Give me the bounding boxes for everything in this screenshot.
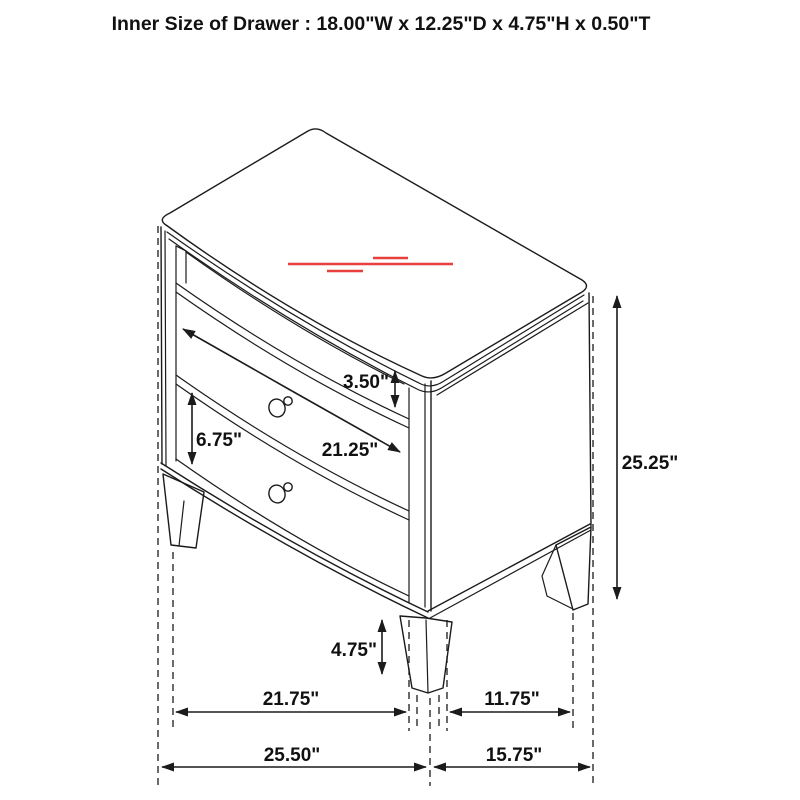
- drawer1-knob-icon: [267, 397, 293, 419]
- dimension-shelf-opening-height: [343, 371, 395, 407]
- dimension-overall-depth: [434, 745, 590, 767]
- side-panel-bottom-band: [430, 530, 591, 618]
- left-stile-outer: [161, 227, 162, 464]
- dimension-overall-width: [162, 745, 426, 767]
- dimension-label: 4.75": [331, 640, 377, 661]
- side-panel-top-edge: [437, 303, 588, 395]
- top-panel-edge-2: [169, 239, 583, 392]
- diagram-title: Inner Size of Drawer : 18.00"W x 12.25"D x 4.75"H x 0.50"T: [111, 13, 651, 35]
- dimension-label: 15.75": [485, 745, 543, 766]
- top-panel: [162, 129, 586, 378]
- dimension-label: 25.50": [263, 745, 321, 766]
- left-stile-corner: [165, 231, 166, 466]
- top-panel-edge: [167, 232, 584, 386]
- red-surface-marks: [288, 258, 453, 271]
- front-center-leg: [400, 616, 452, 693]
- dimension-label: 11.75": [484, 689, 540, 710]
- dimension-label: 21.25": [321, 440, 379, 461]
- side-panel-bottom-edge: [428, 524, 590, 611]
- drawer2-knob-icon: [267, 483, 293, 505]
- dimension-side-leg-span: [450, 689, 570, 712]
- dimension-front-leg-span: [176, 689, 406, 712]
- dimension-label: 3.50": [343, 372, 389, 393]
- front-left-leg: [163, 474, 204, 548]
- side-panel-rear-edge: [589, 293, 591, 526]
- rear-right-leg: [542, 527, 591, 610]
- drawer2-bottom-edge: [176, 459, 409, 596]
- dimension-leg-height: [331, 620, 382, 674]
- dimension-label: 25.25": [621, 453, 679, 474]
- bottom-rail-top: [161, 463, 428, 612]
- nightstand-drawing: [161, 129, 591, 693]
- dimension-label: 6.75": [196, 430, 242, 451]
- dimension-overall-height: [617, 296, 678, 599]
- dimension-label: 21.75": [262, 689, 320, 710]
